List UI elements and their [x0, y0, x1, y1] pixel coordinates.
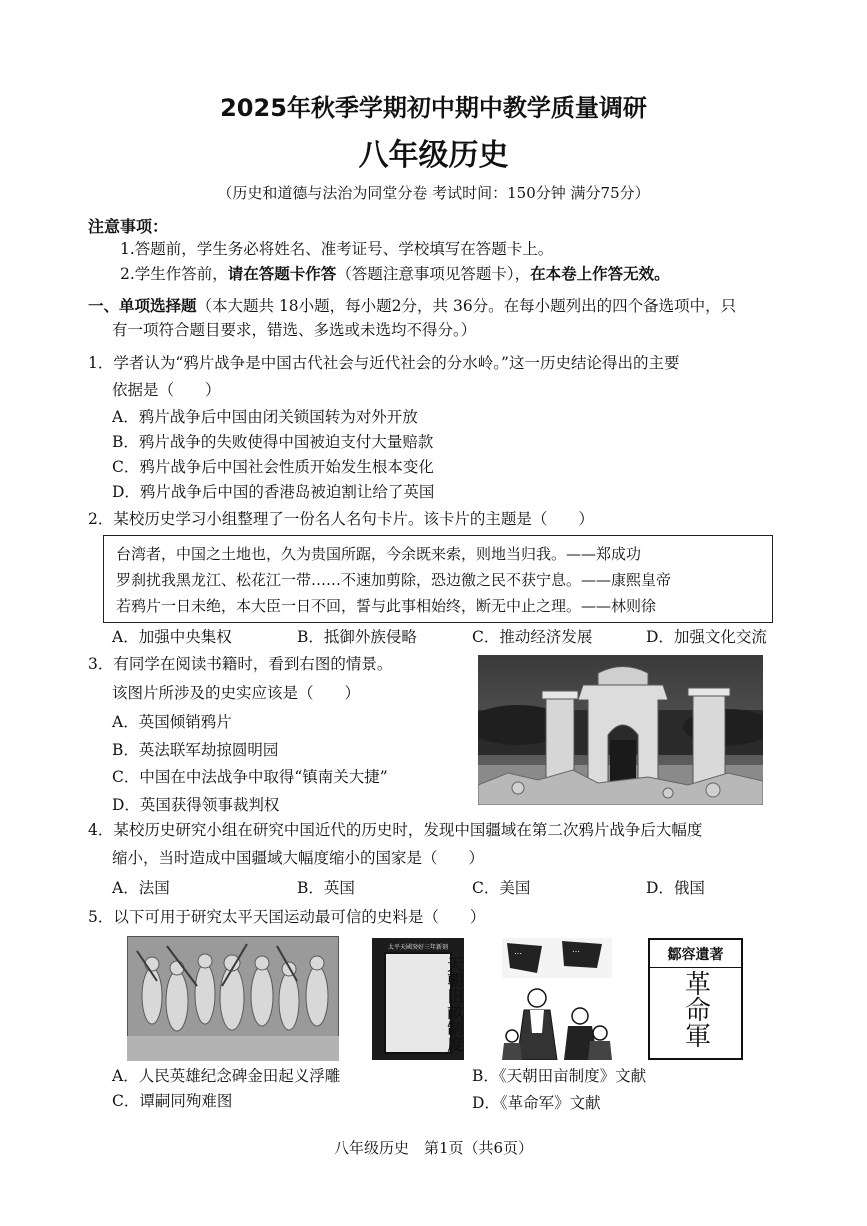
q5-option-d: D．《革命军》文献 [472, 1094, 601, 1112]
geming-jun-cover [648, 938, 743, 1060]
q2-stem: 2．某校历史学习小组整理了一份名人名句卡片。该卡片的主题是（ ） [88, 510, 594, 528]
q4-stem-line1: 4．某校历史研究小组在研究中国近代的历史时，发现中国疆域在第二次鸦片战争后大幅度 [88, 821, 703, 839]
note-item-2-part-a: 2.学生作答前， [120, 265, 228, 283]
q2-option-a: A．加强中央集权 [112, 628, 232, 646]
notes-title: 注意事项： [88, 217, 169, 236]
exam-title: 2025年秋季学期初中期中教学质量调研 [220, 94, 647, 122]
q1-option-d: D．鸦片战争后中国的香港岛被迫割让给了英国 [112, 483, 435, 501]
q3-option-b: B．英法联军劫掠圆明园 [112, 741, 279, 759]
q3-option-d: D．英国获得领事裁判权 [112, 796, 280, 814]
q1-stem-line1: 1．学者认为“鸦片战争是中国古代社会与近代社会的分水岭。”这一历史结论得出的主要 [88, 354, 680, 372]
section1-heading-line2: 有一项符合题目要求，错选、多选或未选均不得分。） [112, 321, 477, 339]
q2-option-c: C．推动经济发展 [472, 628, 593, 646]
q4-option-d: D．俄国 [646, 879, 705, 897]
section1-heading-line1: （本大题共 18小题，每小题2分，共 36分。在每小题列出的四个备选项中，只 [196, 297, 737, 315]
q5-option-c: C．谭嗣同殉难图 [112, 1092, 233, 1110]
exam-subtitle: （历史和道德与法治为同堂分卷 考试时间：150分钟 满分75分） [217, 184, 650, 202]
section1-heading [88, 294, 736, 318]
yuanmingyuan-ruins-photo [478, 655, 763, 805]
q3-option-a: A．英国倾销鸦片 [112, 713, 232, 731]
q5-option-a: A．人民英雄纪念碑金田起义浮雕 [112, 1067, 341, 1085]
page-footer: 八年级历史 第1页（共6页） [333, 1139, 534, 1157]
book-d-author: 鄒容遺著 [650, 944, 741, 968]
quote-kangxi: 罗刹扰我黑龙江、松花江一带……不速加剪除，恐边徼之民不获宁息。——康熙皇帝 [116, 571, 672, 589]
q5-option-b: B．《天朝田亩制度》文献 [472, 1067, 647, 1085]
note-item-2-part-d: 在本卷上作答无效。 [530, 264, 670, 283]
book-b-header: 太平天國癸好三年新刻 [387, 944, 448, 951]
q2-option-b: B．抵御外族侵略 [297, 628, 417, 646]
q1-option-a: A．鸦片战争后中国由闭关锁国转为对外开放 [112, 408, 418, 426]
book-b-label [384, 952, 464, 1054]
svg-text:⋯: ⋯ [572, 947, 580, 956]
note-item-2-part-b: 请在答题卡作答 [227, 264, 337, 283]
section1-heading-bold: 一、单项选择题 [88, 296, 197, 315]
note-item-1: 1.答题前，学生务必将姓名、准考证号、学校填写在答题卡上。 [120, 240, 554, 258]
q1-option-b: B．鸦片战争的失败使得中国被迫支付大量赔款 [112, 433, 434, 451]
note-item-2-part-c: （答题注意事项见答题卡）， [336, 265, 531, 283]
q1-option-c: C．鸦片战争后中国社会性质开始发生根本变化 [112, 458, 434, 476]
q4-option-c: C．美国 [472, 879, 531, 897]
jintian-uprising-relief-image [127, 936, 339, 1061]
q3-option-c: C．中国在中法战争中取得“镇南关大捷” [112, 768, 388, 786]
svg-text:⋯: ⋯ [514, 949, 522, 958]
q1-stem-line2: 依据是（ ） [112, 381, 221, 399]
note-item-2 [120, 262, 670, 286]
quote-card [103, 535, 773, 623]
tianchao-tianmu-zhidu-cover [372, 938, 464, 1060]
tan-sitong-martyrdom-image [502, 938, 612, 1060]
subject-title: 八年级历史 [358, 138, 509, 173]
book-d-title: 革命軍 [680, 970, 711, 1048]
quote-zheng-chenggong: 台湾者，中国之土地也，久为贵国所踞，今余既来索，则地当归我。——郑成功 [116, 545, 642, 563]
book-b-title: 天朝田畝制度 [445, 956, 464, 1052]
q5-stem: 5．以下可用于研究太平天国运动最可信的史料是（ ） [88, 908, 486, 926]
q4-option-a: A．法国 [112, 879, 170, 897]
q2-option-d: D．加强文化交流 [646, 628, 767, 646]
q4-option-b: B．英国 [297, 879, 355, 897]
q4-stem-line2: 缩小，当时造成中国疆域大幅度缩小的国家是（ ） [112, 849, 485, 867]
q3-stem-line2: 该图片所涉及的史实应该是（ ） [112, 684, 361, 702]
q3-stem-line1: 3．有同学在阅读书籍时，看到右图的情景。 [88, 655, 393, 673]
quote-lin-zexu: 若鸦片一日未绝，本大臣一日不回，誓与此事相始终，断无中止之理。——林则徐 [116, 597, 657, 615]
